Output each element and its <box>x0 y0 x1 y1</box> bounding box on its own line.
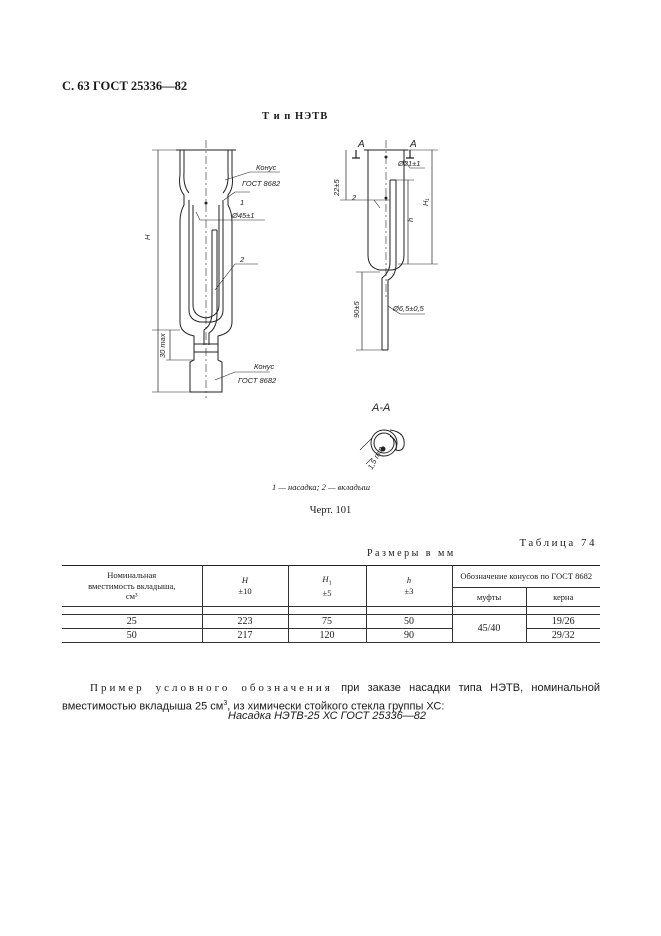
label-konus-1b: ГОСТ 8682 <box>242 179 281 188</box>
example-sup: 3 <box>223 700 228 707</box>
cell-capacity: 25 <box>62 615 202 629</box>
label-section-a-right: A <box>410 139 417 150</box>
table-number: Таблица 74 <box>519 537 597 549</box>
label-konus-2b: ГОСТ 8682 <box>238 376 277 385</box>
label-dim-H: H <box>143 234 152 240</box>
cell-h: 50 <box>366 615 452 629</box>
label-dim-90: 90±5 <box>352 301 361 318</box>
label-dim-H1: H₁ <box>421 198 430 206</box>
figure-caption: Черт. 101 <box>309 505 352 516</box>
header-capacity: Номинальная вместимость вкладыша, см³ <box>62 566 202 607</box>
label-section-aa: А-А <box>372 402 391 414</box>
label-dia-45: Ø45±1 <box>232 211 255 220</box>
header-H1: $H_1$ ±5 <box>288 566 366 607</box>
cell-H: 217 <box>202 629 288 643</box>
header-h: h ±3 <box>366 566 452 607</box>
dimensions-table <box>62 565 600 643</box>
example-text-1: при заказе насадки типа НЭТВ, номинальной вместимостью вкладыша 25 см <box>62 682 600 713</box>
label-konus-1a: Конус <box>256 163 277 172</box>
type-title: Т и п НЭТВ <box>262 111 329 122</box>
label-dim-h: h <box>406 217 415 222</box>
label-konus-2a: Конус <box>254 362 275 371</box>
cell-H: 223 <box>202 615 288 629</box>
header-cones: Обозначение конусов по ГОСТ 8682 <box>452 566 600 588</box>
cell-coupling: 45/40 <box>452 615 526 643</box>
cell-h: 90 <box>366 629 452 643</box>
drawing-legend: 1 — насадка; 2 — вкладыш <box>272 482 371 492</box>
label-part-2: 2 <box>240 255 245 264</box>
page-header: С. 63 ГОСТ 25336—82 <box>62 79 188 93</box>
example-lead: Пример условного обозначения <box>90 682 333 694</box>
label-part-2b: 2 <box>352 193 357 202</box>
table-subtitle: Размеры в мм <box>367 548 456 559</box>
designation-line: Насадка НЭТВ-25 ХС ГОСТ 25336—82 <box>228 710 427 722</box>
header-coupling: муфты <box>452 588 526 607</box>
cell-core: 29/32 <box>526 629 600 643</box>
cell-H1: 75 <box>288 615 366 629</box>
technical-drawing <box>120 128 440 473</box>
cell-H1: 120 <box>288 629 366 643</box>
table-row <box>62 615 600 629</box>
label-dim-22: 22±5 <box>332 179 341 196</box>
label-dim-30: 30 max <box>158 333 167 358</box>
label-section-a-left: A <box>358 139 365 150</box>
example-text-2: , из химически стойкого стекла группы ХС: <box>227 700 445 713</box>
cell-core: 19/26 <box>526 615 600 629</box>
label-part-1: 1 <box>240 198 245 207</box>
header-H: H ±10 <box>202 566 288 607</box>
header-core: керна <box>526 588 600 607</box>
label-dim-1-5: 1,5 min <box>365 444 386 471</box>
label-dia-6-5: Ø6,5±0,5 <box>393 304 424 313</box>
cell-capacity: 50 <box>62 629 202 643</box>
label-dia-21: Ø21±1 <box>398 159 421 168</box>
